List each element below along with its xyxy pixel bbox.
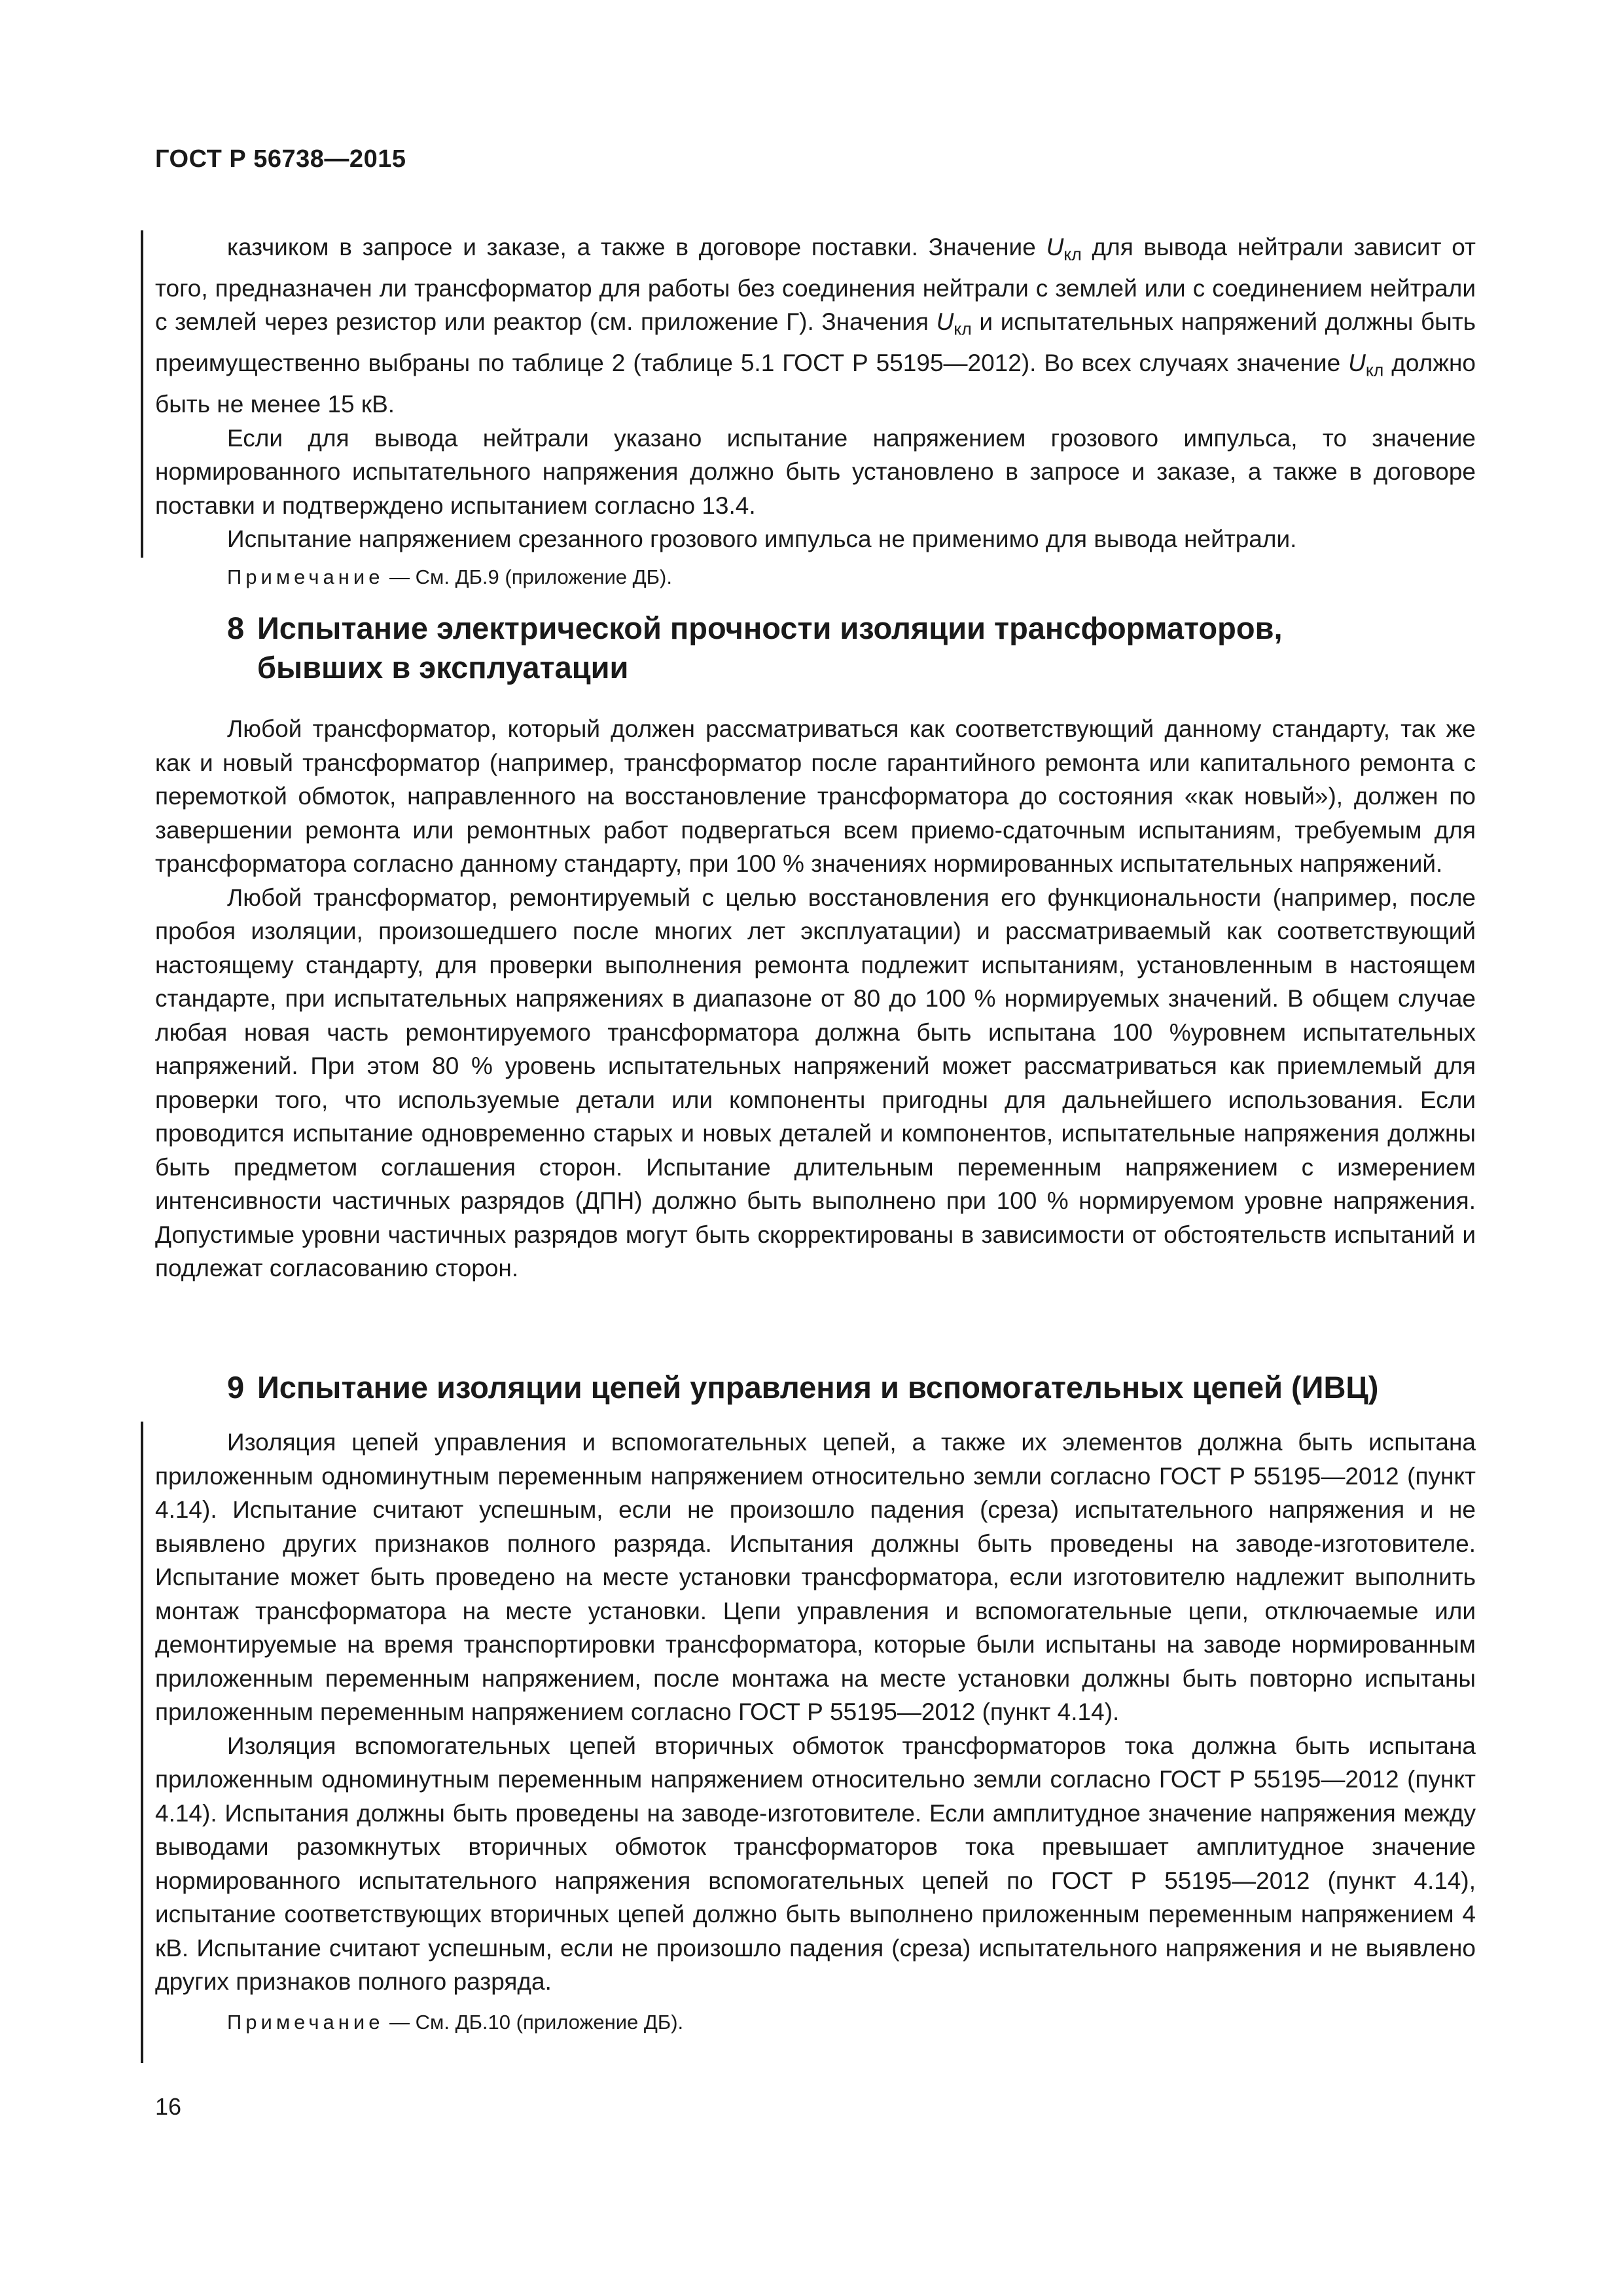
document-header: ГОСТ Р 56738—2015 <box>155 145 406 173</box>
section-8-heading: 8 Испытание электрической прочности изоляции трансформаторов, бывших в эксплуатации <box>227 611 1283 685</box>
note-label: Примечание <box>227 2010 384 2034</box>
paragraph: Изоляция вспомогательных цепей вторичных обмоток трансформаторов тока должна быть испытана приложенным одноминутным переменным напряжением относительно земли согласно ГОСТ Р 55195—2012 (пункт 4.14). Испытания должны быть проведены на заводе-изготовителе. Если амплитудное значение напряжения между выводами разомкнутых вторичных обмоток трансформаторов тока превышает амплитудное значение нормированного испытательного напряжения вспомогательных цепей по ГОСТ Р 55195—2012 (пункт 4.14), испытание соответствующих вторичных цепей должно быть выполнено приложенным переменным напряжением 4 кВ. Испытание считают успешным, если не произошло падения (среза) испытательного напряжения и не выявлено других признаков полного разряда. <box>155 1732 1476 1995</box>
section-9 <box>155 1368 1476 2037</box>
note <box>155 563 1476 592</box>
change-bar-top <box>141 230 143 558</box>
paragraph: Если для вывода нейтрали указано испытание напряжением грозового импульса, то значение нормированного испытательного напряжения должно быть установлено в запросе и заказе, а также в договоре поставки и подтверждено испытанием согласно 13.4. <box>155 424 1476 519</box>
section-8 <box>155 609 1476 1285</box>
note <box>155 2008 1476 2037</box>
paragraph: Любой трансформатор, ремонтируемый с целью восстановления его функциональности (например, после пробоя изоляции, произошедшего после многих лет эксплуатации) и рассматриваемый как соответствующий настоящему стандарту, для проверки выполнения ремонта подлежит испытаниям, установленным в настоящем стандарте, при испытательных напряжениях в диапазоне от 80 до 100 % нормируемых значений. В общем случае любая новая часть ремонтируемого трансформатора должна быть испытана 100 %уровнем испытательных напряжений. При этом 80 % уровень испытательных напряжений может рассматриваться как приемлемый для проверки того, что используемые детали или компоненты пригодны для дальнейшего использования. Если проводится испытание одновременно старых и новых деталей и компонентов, испытательные напряжения должны быть предметом соглашения сторон. Испытание длительным переменным напряжением с измерением интенсивности частичных разрядов (ДПН) должно быть выполнено при 100 % нормируемом уровне напряжения. Допустимые уровни частичных разрядов могут быть скорректированы в зависимости от обстоятельств испытаний и подлежат согласованию сторон. <box>155 884 1476 1282</box>
paragraph: Изоляция цепей управления и вспомогательных цепей, а также их элементов должна быть испытана приложенным одноминутным переменным напряжением относительно земли согласно ГОСТ Р 55195—2012 (пункт 4.14). Испытание считают успешным, если не произошло падения (среза) испытательного напряжения и не выявлено других признаков полного разряда. Испытания должны быть проведены на заводе-изготовителе. Испытание может быть проведено на месте установки трансформатора, если изготовителю надлежит выполнить монтаж трансформатора на месте установки. Цепи управления и вспомогательные цепи, отключаемые или демонтируемые на время транспортировки трансформатора, которые были испытаны на заводе нормированным приложенным переменным напряжением, после монтажа на месте установки должны быть повторно испытаны приложенным переменным напряжением согласно ГОСТ Р 55195—2012 (пункт 4.14). <box>155 1429 1476 1725</box>
note-text: — См. ДБ.9 (приложение ДБ). <box>383 565 672 588</box>
section-9-heading: 9 Испытание изоляции цепей управления и вспомогательных цепей (ИВЦ) <box>227 1370 1379 1405</box>
note-text: — См. ДБ.10 (приложение ДБ). <box>383 2010 684 2034</box>
section-7-tail <box>155 230 1476 592</box>
paragraph: казчиком в запросе и заказе, а также в договоре поставки. Значение $U_{кл}$ для вывода нейтрали зависит от того, предназначен ли трансформатор для работы без соединения нейтрали с землей или с соединением нейтрали с землей через резистор или реактор (см. приложение Г). Значения $U_{кл}$ и испытательных напряжений должны быть преимущественно выбраны по таблице 2 (таблице 5.1 ГОСТ Р 55195—2012). Во всех случаях значение $U_{кл}$ должно быть не менее 15 кВ. <box>155 234 1476 418</box>
change-bar-bottom <box>141 1422 143 2063</box>
paragraph: Испытание напряжением срезанного грозового импульса не применимо для вывода нейтрали. <box>227 526 1297 553</box>
page-number: 16 <box>155 2093 182 2120</box>
paragraph: Любой трансформатор, который должен рассматриваться как соответствующий данному стандарту, так же как и новый трансформатор (например, трансформатор после гарантийного ремонта или капитального ремонта с перемоткой обмоток, направленного на восстановление трансформатора до состояния «как новый»), должен по завершении ремонта или ремонтных работ подвергаться всем приемо-сдаточным испытаниям, требуемым для трансформатора согласно данному стандарту, при 100 % значениях нормированных испытательных напряжений. <box>155 715 1476 877</box>
note-label: Примечание <box>227 565 384 588</box>
